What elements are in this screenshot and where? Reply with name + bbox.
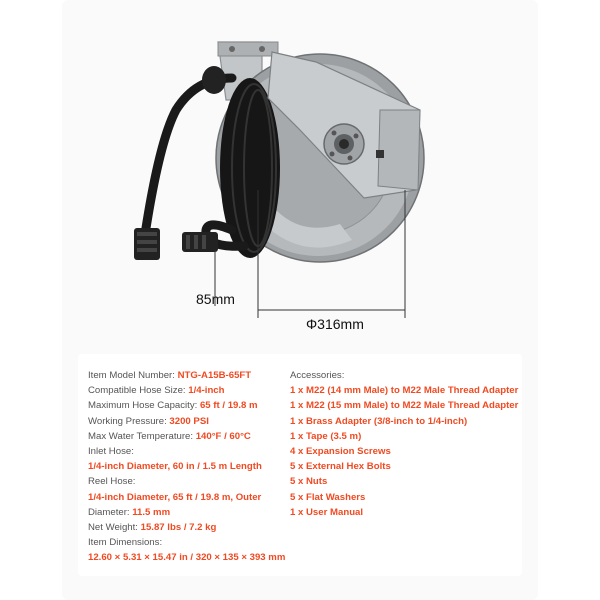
fitting-grip	[202, 235, 206, 249]
spec-inlet-label: Inlet Hose:	[88, 446, 134, 458]
hub-bolt	[354, 134, 359, 139]
spec-dimensions-value: 12.60 × 5.31 × 15.47 in / 320 × 135 × 393 mm	[88, 552, 286, 564]
spec-reel-value: 1/4-inch Diameter, 65 ft / 19.8 m, Outer	[88, 491, 262, 503]
accessory-item: 5 x Nuts	[290, 476, 328, 488]
accessories-list	[290, 368, 525, 520]
fitting-grip	[186, 235, 190, 249]
spec-max-temp: Max Water Temperature: 140°F / 60°C	[88, 430, 251, 442]
spec-reel-label: Reel Hose:	[88, 476, 136, 488]
accessory-item: 1 x Tape (3.5 m)	[290, 430, 362, 442]
accessory-item: 1 x Brass Adapter (3/8-inch to 1/4-inch)	[290, 415, 468, 427]
inlet-elbow	[202, 66, 226, 94]
accessory-item: 1 x M22 (15 mm Male) to M22 Male Thread Adapter	[290, 400, 519, 412]
specifications-panel	[78, 354, 522, 576]
fitting-grip	[137, 232, 157, 236]
accessory-item: 1 x M22 (14 mm Male) to M22 Male Thread Adapter	[290, 385, 519, 397]
spec-diameter: Diameter: 11.5 mm	[88, 506, 171, 518]
spec-model: Item Model Number: NTG-A15B-65FT	[88, 370, 252, 381]
fitting-grip	[194, 235, 198, 249]
spec-pressure: Working Pressure: 3200 PSI	[88, 415, 209, 427]
hub-bolt	[330, 152, 335, 157]
spec-weight: Net Weight: 15.87 lbs / 7.2 kg	[88, 522, 217, 534]
spec-inlet-value: 1/4-inch Diameter, 60 in / 1.5 m Length	[88, 461, 262, 473]
spec-dimensions-label: Item Dimensions:	[88, 537, 163, 549]
mount-plate	[218, 42, 278, 56]
dimension-reel-diameter: Φ316mm	[306, 316, 364, 332]
accessory-item: 4 x Expansion Screws	[290, 446, 391, 458]
mount-bolt	[259, 46, 265, 52]
accessories-title: Accessories:	[290, 370, 345, 381]
guide-block	[378, 110, 420, 190]
fitting-grip	[137, 240, 157, 244]
fitting-grip	[137, 248, 157, 252]
hub-bolt	[332, 131, 337, 136]
specifications-list	[88, 368, 298, 566]
dimension-hose-offset: 85mm	[196, 291, 235, 307]
accessory-item: 5 x Flat Washers	[290, 491, 366, 503]
mount-bolt	[229, 46, 235, 52]
accessory-item: 1 x User Manual	[290, 506, 364, 518]
hub-core	[339, 139, 349, 149]
guide-slot	[376, 150, 384, 158]
spec-max-capacity: Maximum Hose Capacity: 65 ft / 19.8 m	[88, 400, 258, 412]
accessory-item: 5 x External Hex Bolts	[290, 461, 391, 473]
spec-hose-size: Compatible Hose Size: 1/4-inch	[88, 385, 225, 397]
hub-bolt	[348, 156, 353, 161]
